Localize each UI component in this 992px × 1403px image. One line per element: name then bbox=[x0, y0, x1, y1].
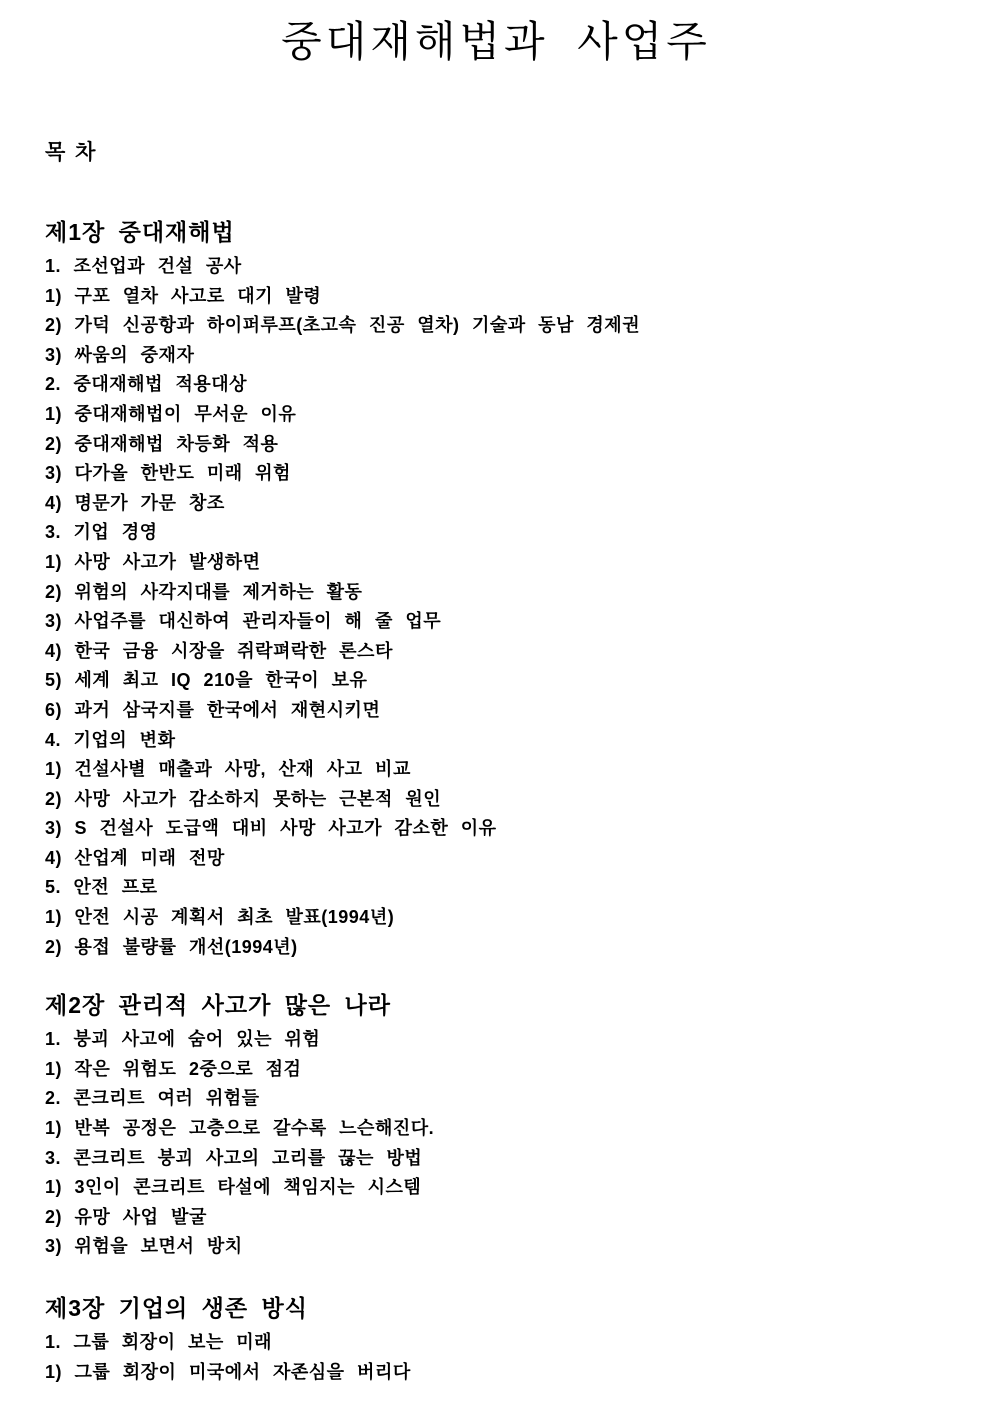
toc-item: 6) 과거 삼국지를 한국에서 재현시키면 bbox=[45, 699, 381, 720]
toc-item: 1) 중대재해법이 무서운 이유 bbox=[45, 403, 297, 424]
chapter-1 bbox=[45, 214, 952, 962]
toc-item: 2) 유망 사업 발굴 bbox=[45, 1206, 207, 1227]
toc-item: 3) 위험을 보면서 방치 bbox=[45, 1236, 243, 1257]
toc-item: 1) 구포 열차 사고로 대기 발령 bbox=[45, 285, 322, 306]
chapter-1-list bbox=[45, 252, 952, 962]
toc-label: 목 차 bbox=[45, 141, 98, 164]
toc-item: 1. 그룹 회장이 보는 미래 bbox=[45, 1332, 273, 1352]
toc-item: 3) 싸움의 중재자 bbox=[45, 344, 195, 365]
chapter-1-heading: 제1장 중대재해법 bbox=[45, 219, 235, 245]
toc-item: 1) 반복 공정은 고층으로 갈수록 느슨해진다. bbox=[45, 1118, 435, 1139]
toc-item: 4) 산업계 미래 전망 bbox=[45, 847, 225, 868]
toc-item: 1. 조선업과 건설 공사 bbox=[45, 256, 242, 276]
chapter-3 bbox=[45, 1290, 952, 1387]
toc-item: 5) 세계 최고 IQ 210을 한국이 보유 bbox=[45, 670, 368, 691]
toc-item: 1) 건설사별 매출과 사망, 산재 사고 비교 bbox=[45, 759, 411, 780]
toc-item: 1) 3인이 콘크리트 타설에 책임지는 시스템 bbox=[45, 1177, 422, 1198]
toc-item: 2) 사망 사고가 감소하지 못하는 근본적 원인 bbox=[45, 788, 442, 809]
toc-item: 1) 안전 시공 계획서 최초 발표(1994년) bbox=[45, 907, 395, 928]
chapter-2-heading: 제2장 관리적 사고가 많은 나라 bbox=[45, 992, 391, 1019]
toc-item: 2. 중대재해법 적용대상 bbox=[45, 374, 248, 395]
document-title: 중대재해법과 사업주 bbox=[281, 20, 711, 66]
toc-item: 3) S 건설사 도급액 대비 사망 사고가 감소한 이유 bbox=[45, 818, 497, 839]
toc-item: 2) 중대재해법 차등화 적용 bbox=[45, 433, 279, 454]
toc-item: 1) 사망 사고가 발생하면 bbox=[45, 551, 261, 572]
toc-content bbox=[0, 140, 992, 1387]
toc-item: 2) 위험의 사각지대를 제거하는 활동 bbox=[45, 581, 363, 602]
chapter-2 bbox=[45, 987, 952, 1262]
chapter-2-list bbox=[45, 1025, 952, 1262]
toc-item: 2) 가덕 신공항과 하이퍼루프(초고속 진공 열차) 기술과 동남 경제권 bbox=[45, 315, 641, 336]
toc-item: 3. 기업 경영 bbox=[45, 522, 158, 543]
toc-item: 2. 콘크리트 여러 위험들 bbox=[45, 1088, 260, 1109]
toc-item: 1) 작은 위험도 2중으로 점검 bbox=[45, 1058, 302, 1079]
chapter-3-heading: 제3장 기업의 생존 방식 bbox=[45, 1295, 308, 1321]
toc-item: 4) 명문가 가문 창조 bbox=[45, 492, 225, 513]
toc-item: 5. 안전 프로 bbox=[45, 877, 158, 898]
chapter-3-list bbox=[45, 1328, 952, 1387]
toc-item: 4) 한국 금융 시장을 쥐락펴락한 론스타 bbox=[45, 640, 393, 661]
toc-item: 3) 다가올 한반도 미래 위험 bbox=[45, 463, 291, 484]
toc-item: 3. 콘크리트 붕괴 사고의 고리를 끊는 방법 bbox=[45, 1147, 423, 1168]
toc-item: 1. 붕괴 사고에 숨어 있는 위험 bbox=[45, 1029, 321, 1050]
toc-item: 3) 사업주를 대신하여 관리자들이 해 줄 업무 bbox=[45, 611, 442, 632]
toc-item: 1) 그룹 회장이 미국에서 자존심을 버리다 bbox=[45, 1361, 411, 1382]
toc-item: 4. 기업의 변화 bbox=[45, 729, 176, 750]
toc-item: 2) 용접 불량률 개선(1994년) bbox=[45, 936, 298, 957]
